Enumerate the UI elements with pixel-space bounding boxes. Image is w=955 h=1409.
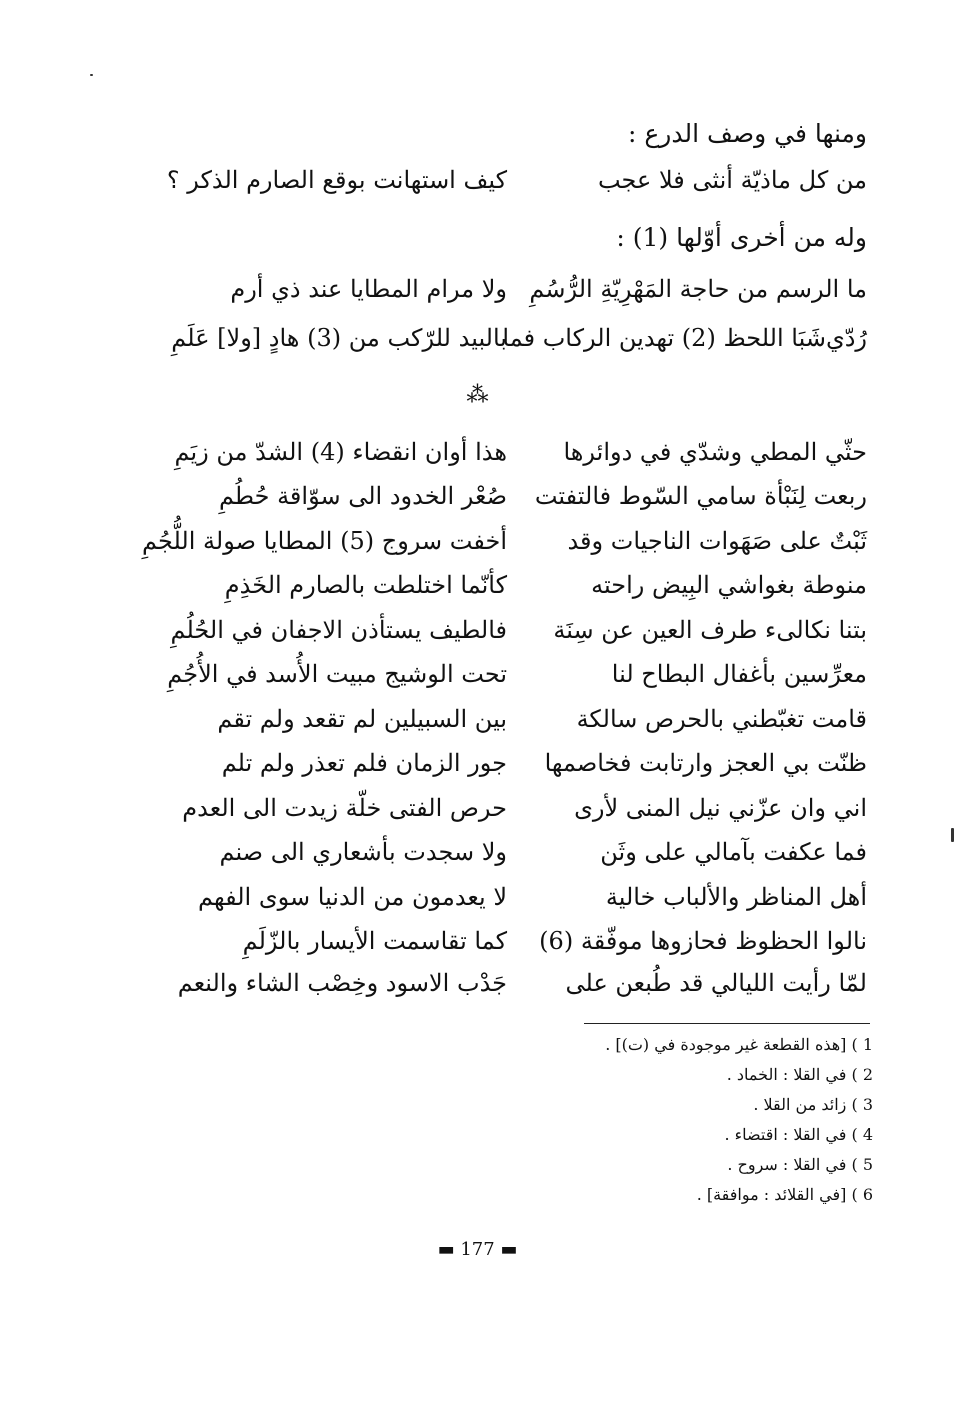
section-heading-armor: ومنها في وصف الدرع : — [627, 119, 867, 148]
verse-first-hemistich: ما الرسم من حاجة المَهْرِيّةِ الرُّسُمِ — [529, 275, 867, 303]
verse-line — [87, 160, 867, 200]
verse-second-hemistich: بين السبيلين لم تقعد ولم تقم — [217, 705, 507, 733]
verse-second-hemistich: أخفت سروج (5) المطايا صولة اللُّجُمِ — [142, 527, 507, 555]
scan-speck — [90, 74, 93, 76]
verse-first-hemistich: ظنّت بي العجز وارتابت فخاصمها — [544, 749, 867, 777]
verse-first-hemistich: معرِّسين بأغفال البطاح لنا — [611, 660, 867, 688]
verse-second-hemistich: صُعْر الخدود الى سوّاقة حُطُمِ — [218, 482, 507, 510]
verse-second-hemistich: ولا سجدت بأشعاري الى صنم — [219, 838, 507, 866]
footnote: 4 ) في القلا : اقتضاء . — [724, 1125, 873, 1144]
verse-line — [87, 521, 867, 561]
verse-line — [87, 743, 867, 783]
verse-first-hemistich: منوطة بغواشي البِيض راحته — [591, 571, 867, 599]
scan-speck — [951, 828, 954, 842]
verse-line — [87, 432, 867, 472]
verse-line — [87, 610, 867, 650]
verse-line — [87, 963, 867, 1003]
verse-first-hemistich: فما عكفت بآمالي على وثَن — [600, 838, 867, 866]
page-number — [0, 1238, 955, 1262]
verse-first-hemistich: ربعت لِنَبْأة سامي السّوط فالتفتت — [534, 482, 867, 510]
footnote: 6 ) [في القلائد : موافقة] . — [696, 1185, 873, 1204]
verse-second-hemistich: بالبيد للرّكب من (3) هادٍ [ولا] عَلَمِ — [171, 324, 507, 352]
footnote-divider — [584, 1023, 870, 1024]
page-number-dash-right: ▬ — [494, 1239, 518, 1260]
verse-line — [87, 654, 867, 694]
footnote: 3 ) زائد من القلا . — [753, 1095, 873, 1114]
section-separator: ⁂ — [466, 383, 489, 408]
verse-first-hemistich: رُدّي‌شَبَا اللحظ (2) تهدين الركاب فما — [502, 324, 867, 352]
verse-second-hemistich: لا يعدمون من الدنيا سوى الفهم — [198, 883, 507, 911]
verse-first-hemistich: حثّي المطي وشدّي في دوائرها — [563, 438, 867, 466]
verse-line — [87, 269, 867, 309]
verse-first-hemistich: بتنا نكالىء طرف العين عن سِنَة — [553, 616, 867, 644]
verse-second-hemistich: كأنّما اختلطت بالصارم الخَذِمِ — [224, 571, 507, 599]
verse-line — [87, 788, 867, 828]
footnote: 1 ) [هذه القطعة غير موجودة في (ت)] . — [605, 1035, 873, 1054]
verse-line — [87, 565, 867, 605]
footnote: 2 ) في القلا : الخماد . — [726, 1065, 873, 1084]
verse-line — [87, 476, 867, 516]
page-number-dash-left: ▬ — [437, 1239, 461, 1260]
verse-second-hemistich: جَدْب الاسود وخِصْب الشاء والنعم — [177, 969, 507, 997]
footnotes — [533, 1030, 873, 1210]
verse-second-hemistich: كما تقاسمت الأيسار بالزّلَمِ — [242, 927, 507, 955]
page-number-value: 177 — [460, 1239, 495, 1260]
verse-second-hemistich: هذا أوان انقضاء (4) الشدّ من زيَمِ — [174, 438, 507, 466]
verse-second-hemistich: كيف استهانت بوقع الصارم الذكر ؟ — [166, 166, 507, 194]
verse-line — [87, 921, 867, 961]
verse-line — [87, 832, 867, 872]
verse-first-hemistich: لمّا رأيت الليالي قد طُبعن على — [565, 969, 867, 997]
verse-second-hemistich: جور الزمان فلم تعذر ولم تلم — [221, 749, 507, 777]
verse-second-hemistich: حرص الفتى خلّة زيدت الى العدم — [182, 794, 507, 822]
verse-first-hemistich: قامت تغبّطني بالحرص سالكة — [576, 705, 867, 733]
verse-first-hemistich: اني وان عزّني نيل المنى لأرى — [574, 794, 867, 822]
verse-first-hemistich: ثَبْتٌ على صَهَوات الناجيات وقد — [567, 527, 867, 555]
verse-line — [87, 699, 867, 739]
footnote: 5 ) في القلا : سروح . — [727, 1155, 873, 1174]
verse-first-hemistich: أهل المناظر والألباب خالية — [605, 883, 867, 911]
verse-first-hemistich: من كل ماذيّة أنثى فلا عجب — [597, 166, 867, 194]
verse-line — [87, 318, 867, 358]
verse-second-hemistich: ولا مرام المطايا عند ذي أرم — [230, 275, 507, 303]
section-heading-poem: وله من أخرى أوّلها (1) : — [616, 223, 867, 252]
verse-line — [87, 877, 867, 917]
verse-second-hemistich: تحت الوشيج مبيت الأُسد في الأُجُمِ — [167, 660, 507, 688]
verse-first-hemistich: نالوا الحظوظ فحازوها موفّقة (6) — [539, 927, 867, 955]
verse-second-hemistich: فالطيف يستأذن الاجفان في الحُلُمِ — [170, 616, 507, 644]
